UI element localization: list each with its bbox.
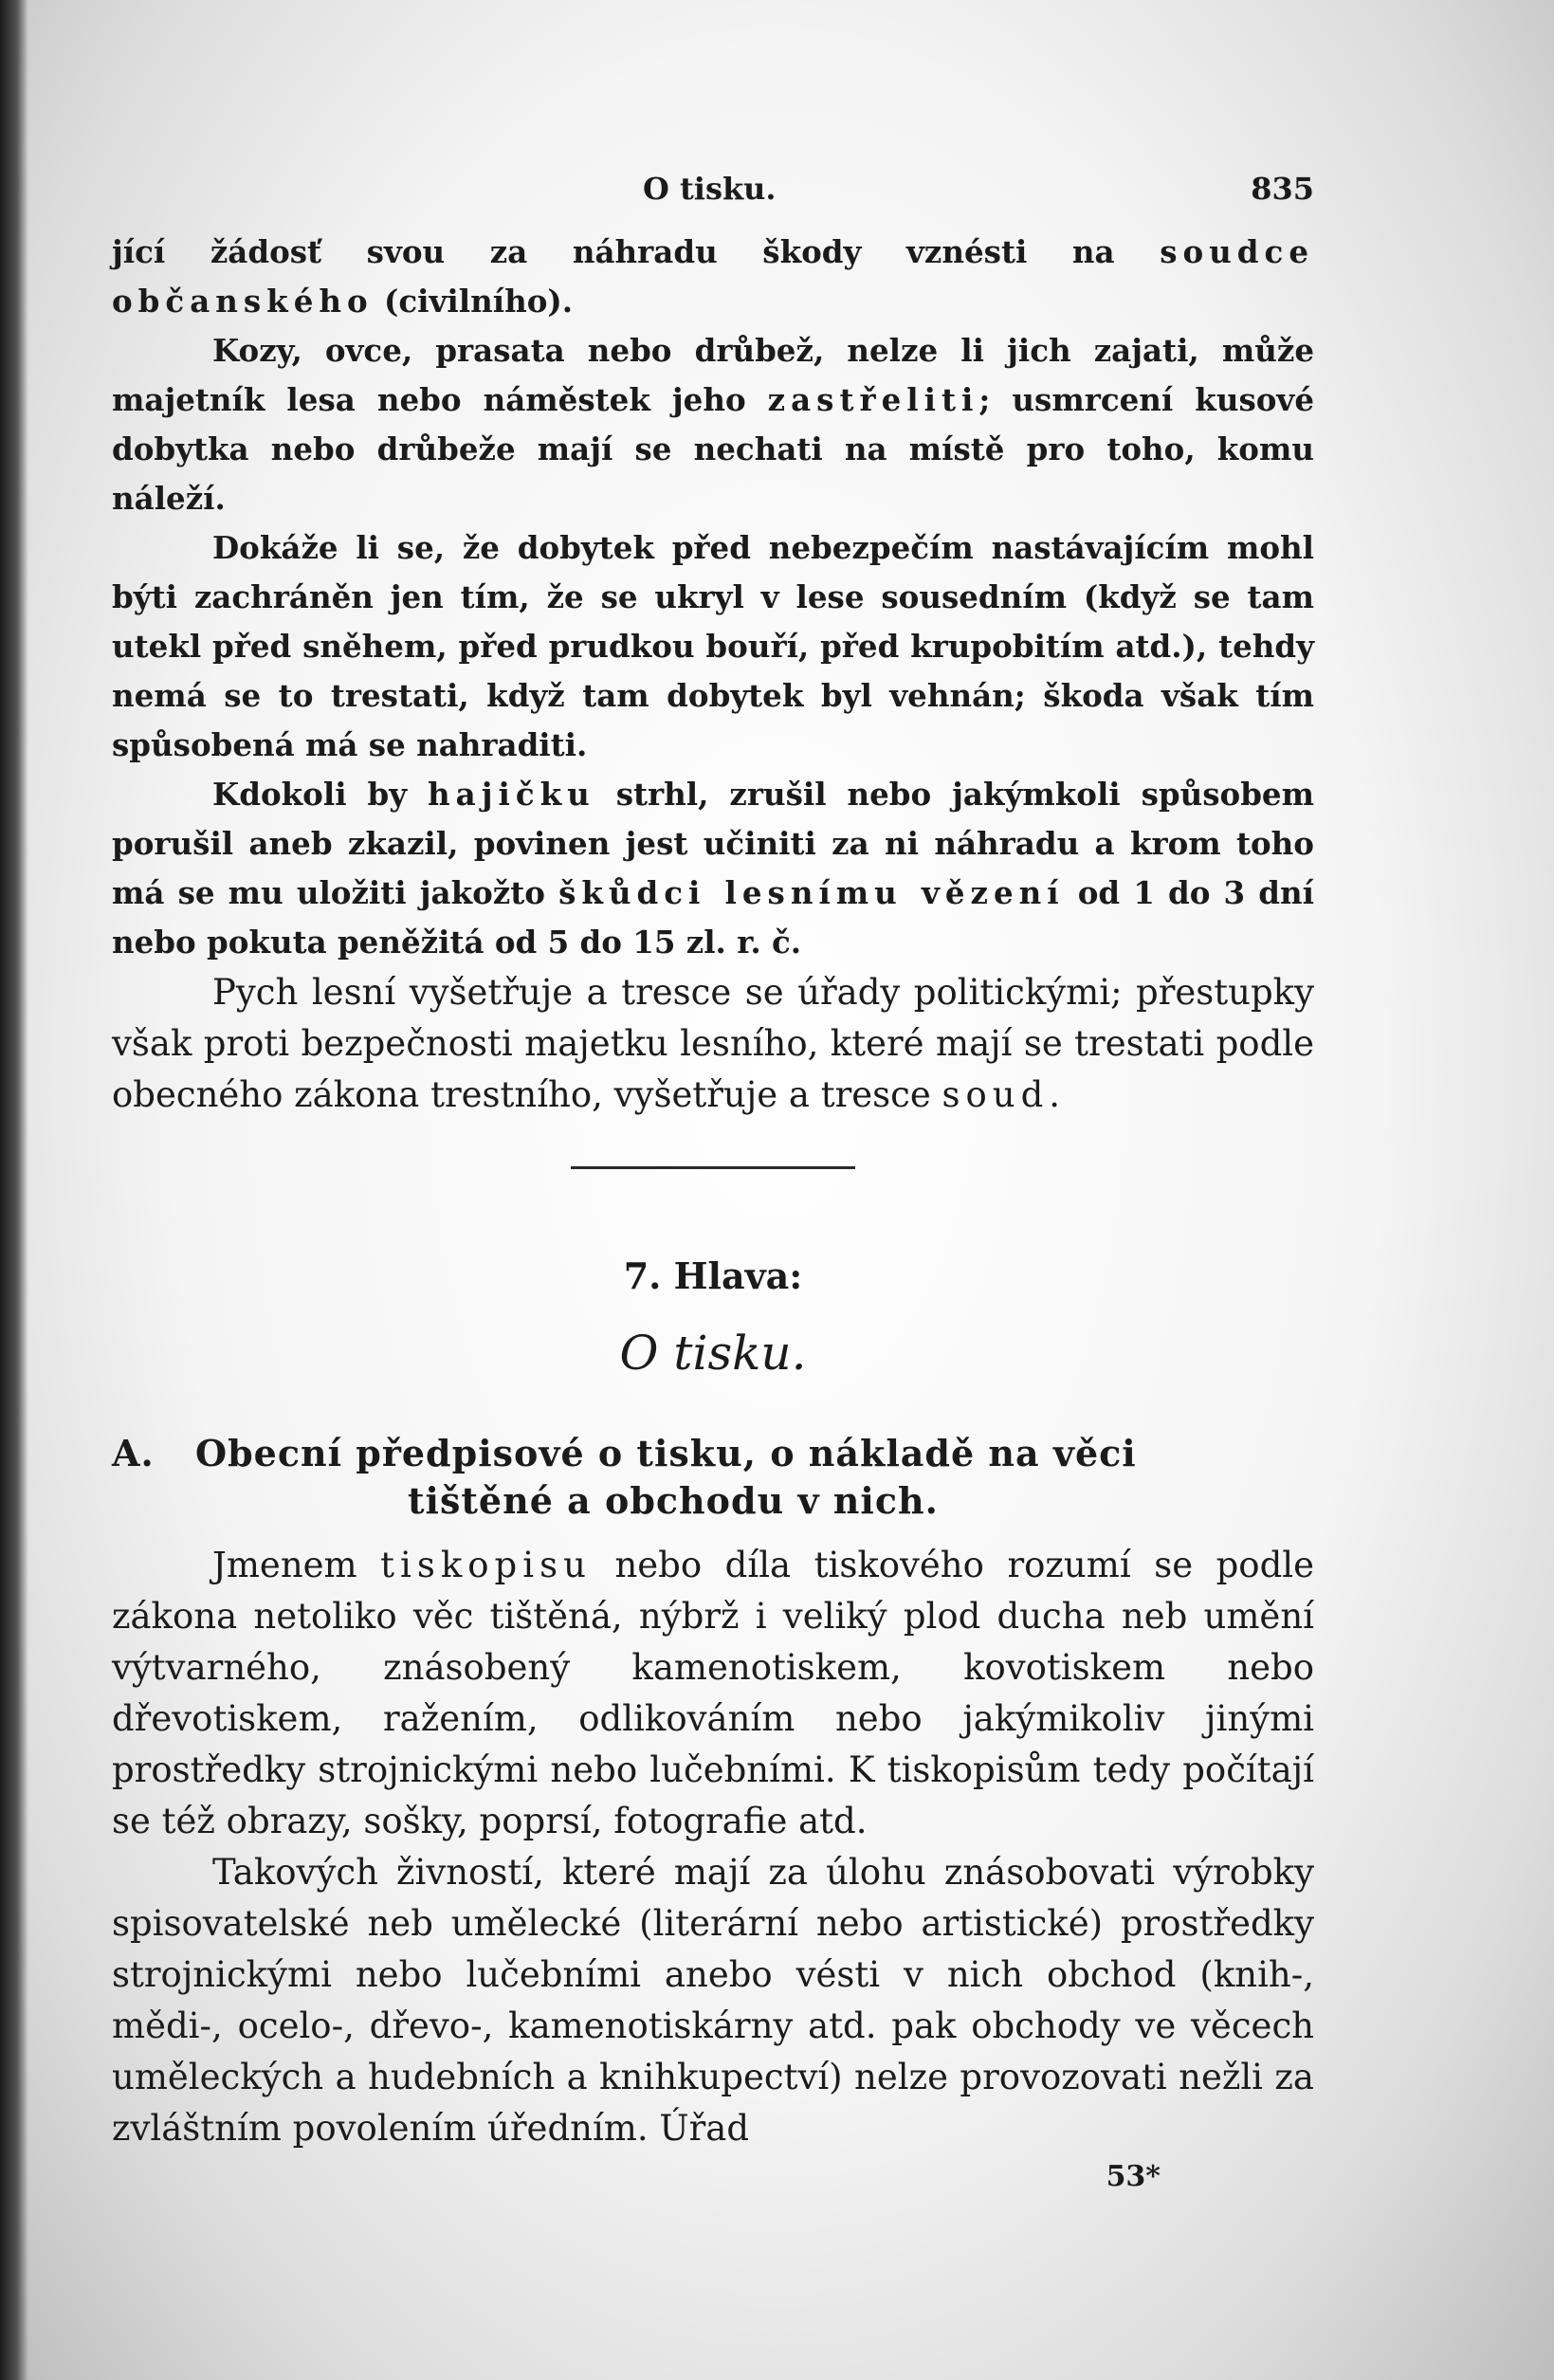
- small-print-section: [112, 228, 1314, 967]
- book-binding-edge: [0, 0, 28, 2380]
- signature-mark: 53*: [1106, 2160, 1161, 2193]
- paragraph-5: [112, 967, 1314, 1121]
- chapter-title: O tisku.: [619, 1326, 807, 1381]
- text-run: nebo díla tiskového rozumí se podle zákona netoliko věc tištěná, nýbrž i veliký plod ducha neb umění výtvarného, znásobený kamenotiskem, kovotiskem nebo dřevotiskem, ražením, odlikováním nebo jakýmikoliv jinými prostředky strojnickými nebo lučebními. K tiskopisům tedy počítají se též obrazy, sošky, poprsí, fotografie atd.: [112, 1545, 1315, 1841]
- spaced-emphasis: soudce občanského: [112, 233, 1314, 320]
- text-run: Jmenem: [212, 1545, 381, 1585]
- section-divider: [571, 1166, 855, 1169]
- text-run: Kdokoli by: [212, 776, 429, 813]
- text-run: strhl, zrušil nebo jakýmkoli spůsobem porušil aneb zkazil, povinen jest učiniti za ni náhradu a krom toho má se mu uložiti jakožto: [112, 776, 1314, 911]
- text-run: od 1 do 3 dní nebo pokuta peněžitá od 5 do 15 zl. r. č.: [112, 874, 1315, 961]
- running-title: O tisku.: [643, 171, 777, 207]
- text-run: Pych lesní vyšetřuje a tresce se úřady politickými; přestupky však proti bezpečnosti majetku lesního, které mají se trestati podle obecného zákona trestního, vyšetřuje a tresce: [112, 972, 1314, 1115]
- paragraph-6: [112, 1540, 1314, 1847]
- page-number: 835: [1251, 171, 1314, 207]
- paragraph-2: [112, 326, 1314, 523]
- paragraph-7: Takových živností, které mají za úlohu znásobovati výrobky spisovatelské neb umělecké (literární nebo artistické) prostředky strojnickými nebo lučebními anebo vésti v nich obchod (knih-, mědi-, ocelo-, dřevo-, kamenotiskárny atd. pak obchody ve věcech uměleckých a hudebních a knihkupectví) nelze provozovati nežli za zvláštním povolením úředním. Úřad: [112, 1852, 1314, 2149]
- paragraph-3: Dokáže li se, že dobytek před nebezpečím nastávajícím mohl býti zachráněn jen tím, že se ukryl v lese sousedním (když se tam utekl před sněhem, před prudkou bouří, před krupobitím atd.), tehdy nemá se to trestati, když tam dobytek byl vehnán; škoda však tím spůsobená má se nahraditi.: [112, 529, 1314, 763]
- spaced-emphasis: škůdci lesnímu vězení: [558, 874, 1065, 911]
- large-print-section-1: [112, 967, 1314, 1121]
- chapter-label: 7. Hlava:: [623, 1254, 803, 1297]
- paragraph-1: [112, 228, 1314, 326]
- text-run: (civilního).: [373, 283, 574, 320]
- text-run: Kozy, ovce, prasata nebo drůbež, nelze li jich zajati, může majetník lesa nebo náměstek jeho: [112, 332, 1314, 418]
- running-header: [112, 171, 1314, 228]
- paragraph-4: [112, 770, 1314, 967]
- large-print-section-2: [112, 1540, 1314, 2154]
- section-heading: [112, 1430, 1314, 1525]
- text-run: jící žádosť svou za náhradu škody vznésti na: [112, 233, 1161, 270]
- text-run: ; usmrcení kusové dobytka nebo drůbeže mají se nechati na místě pro toho, komu náleží.: [112, 381, 1314, 517]
- spaced-emphasis: zastřeliti: [767, 381, 979, 418]
- section-letter: A.: [112, 1432, 155, 1474]
- section-heading-line-1: [112, 1430, 1314, 1477]
- section-heading-line-2: tištěné a obchodu v nich.: [408, 1479, 939, 1522]
- section-heading-text: Obecní předpisové o tisku, o nákladě na věci: [195, 1432, 1137, 1474]
- spaced-emphasis: tiskopisu: [380, 1545, 592, 1585]
- spaced-emphasis: hajičku: [428, 776, 595, 813]
- spaced-emphasis: soud.: [942, 1074, 1067, 1115]
- page-content: [112, 171, 1314, 2193]
